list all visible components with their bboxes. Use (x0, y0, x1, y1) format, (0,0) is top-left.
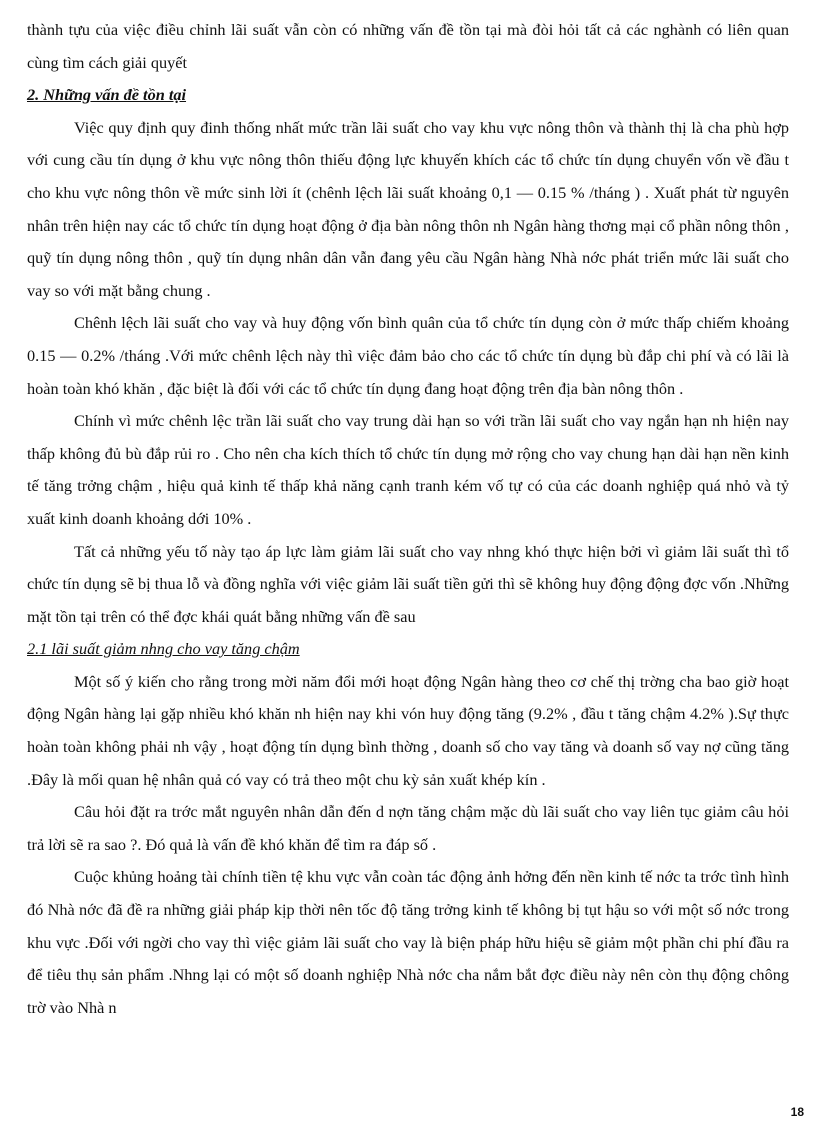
paragraph-interest-spread: Chênh lệch lãi suất cho vay và huy động vốn bình quân của tổ chức tín dụng còn ở mức thấp chiếm khoảng 0.15 — 0.2% /tháng .Với mức chênh lệch này thì việc đảm bảo cho các tổ chức tín dụng bù đắp chi phí và có lãi là hoàn toàn khó khăn , đặc biệt là đối với các tổ chức tín dụng đang hoạt động trên địa bàn nông thôn . (27, 313, 789, 398)
paragraph-long-term-ceiling: Chính vì mức chênh lệc trần lãi suất cho vay trung dài hạn so với trần lãi suất cho vay ngắn hạn nh hiện nay thấp không đủ bù đắp rủi ro . Cho nên cha kích thích tổ chức tín dụng mở rộng cho vay chung hạn dài hạn nền kinh tế tăng trởng chậm , hiệu quả kinh tế thấp khả năng cạnh tranh kém vố tự có của các doanh nghiệp quá nhỏ và tỷ xuất kinh doanh khoảng dới 10% . (27, 411, 789, 528)
subsection-heading-2-1: 2.1 lãi suất giảm nhng cho vay tăng chậm (27, 639, 300, 659)
paragraph-question: Câu hỏi đặt ra trớc mắt nguyên nhân dẫn đến d nợn tăng chậm mặc dù lãi suất cho vay liên tục giảm câu hỏi trả lời sẽ ra sao ?. Đó quả là vấn đề khó khăn để tìm ra đáp số . (27, 802, 789, 854)
paragraph-pressure-factors: Tất cả những yếu tố này tạo áp lực làm giảm lãi suất cho vay nhng khó thực hiện bởi vì giảm lãi suất thì tổ chức tín dụng sẽ bị thua lỗ và đồng nghĩa với việc giảm lãi suất tiền gửi thì sẽ không huy động động đợc vốn .Những mặt tồn tại trên có thể đợc khái quát bằng những vấn đề sau (27, 541, 789, 626)
paragraph-continuation: thành tựu của việc điều chỉnh lãi suất vẫn còn có những vấn đề tồn tại mà đòi hỏi tất cả các nghành có liên quan cùng tìm cách giải quyết (27, 20, 789, 72)
document-page (27, 14, 789, 1024)
paragraph-financial-crisis: Cuộc khủng hoảng tài chính tiền tệ khu vực vẫn coàn tác động ảnh hởng đến nền kinh tế nớc ta trớc tình hình đó Nhà nớc đã đề ra những giải pháp kịp thời nên tốc độ tăng trởng kinh tế không bị tụt hậu so với một số nớc trong khu vực .Đối với ngời cho vay thì việc giảm lãi suất cho vay là biện pháp hữu hiệu sẽ giảm một phần chi phí đầu ra để tiêu thụ sản phẩm .Nhng lại có một số doanh nghiệp Nhà nớc cha nắm bắt đợc điều này nên còn thụ động chông trờ vào Nhà n (27, 867, 789, 1017)
page-number: 18 (790, 1105, 804, 1119)
paragraph-opinions: Một số ý kiến cho rằng trong mời năm đổi mới hoạt động Ngân hàng theo cơ chế thị trờng cha bao giờ hoạt động Ngân hàng lại gặp nhiều khó khăn nh hiện nay khi vón huy động tăng (9.2% , đầu t tăng chậm 4.2% ).Sự thực hoàn toàn không phải nh vậy , hoạt động tín dụng bình thờng , doanh số cho vay tăng và doanh số vay nợ cũng tăng .Đây là mối quan hệ nhân quả có vay có trả theo một chu kỳ sản xuất khép kín . (27, 671, 789, 789)
paragraph-interest-ceiling: Việc quy định quy đinh thống nhất mức trần lãi suất cho vay khu vực nông thôn và thành thị là cha phù hợp với cung cầu tín dụng ở khu vực nông thôn thiếu động lực khuyến khích các tổ chức tín dụng chuyển vốn về đầu t cho khu vực nông thôn về mức sinh lời ít (chênh lệch lãi suất khoảng 0,1 — 0.15 % /tháng ) . Xuất phát từ nguyên nhân trên hiện nay các tổ chức tín dụng hoạt động ở địa bàn nông thôn nh Ngân hàng thơng mại cổ phần nông thôn , quỹ tín dụng nông thôn , quỹ tín dụng nhân dân vẫn đang yêu cầu Ngân hàng Nhà nớc phát triển mức lãi suất cho vay so với mặt bằng chung . (27, 117, 789, 300)
section-heading-2: 2. Những vấn đề tồn tại (27, 85, 187, 105)
